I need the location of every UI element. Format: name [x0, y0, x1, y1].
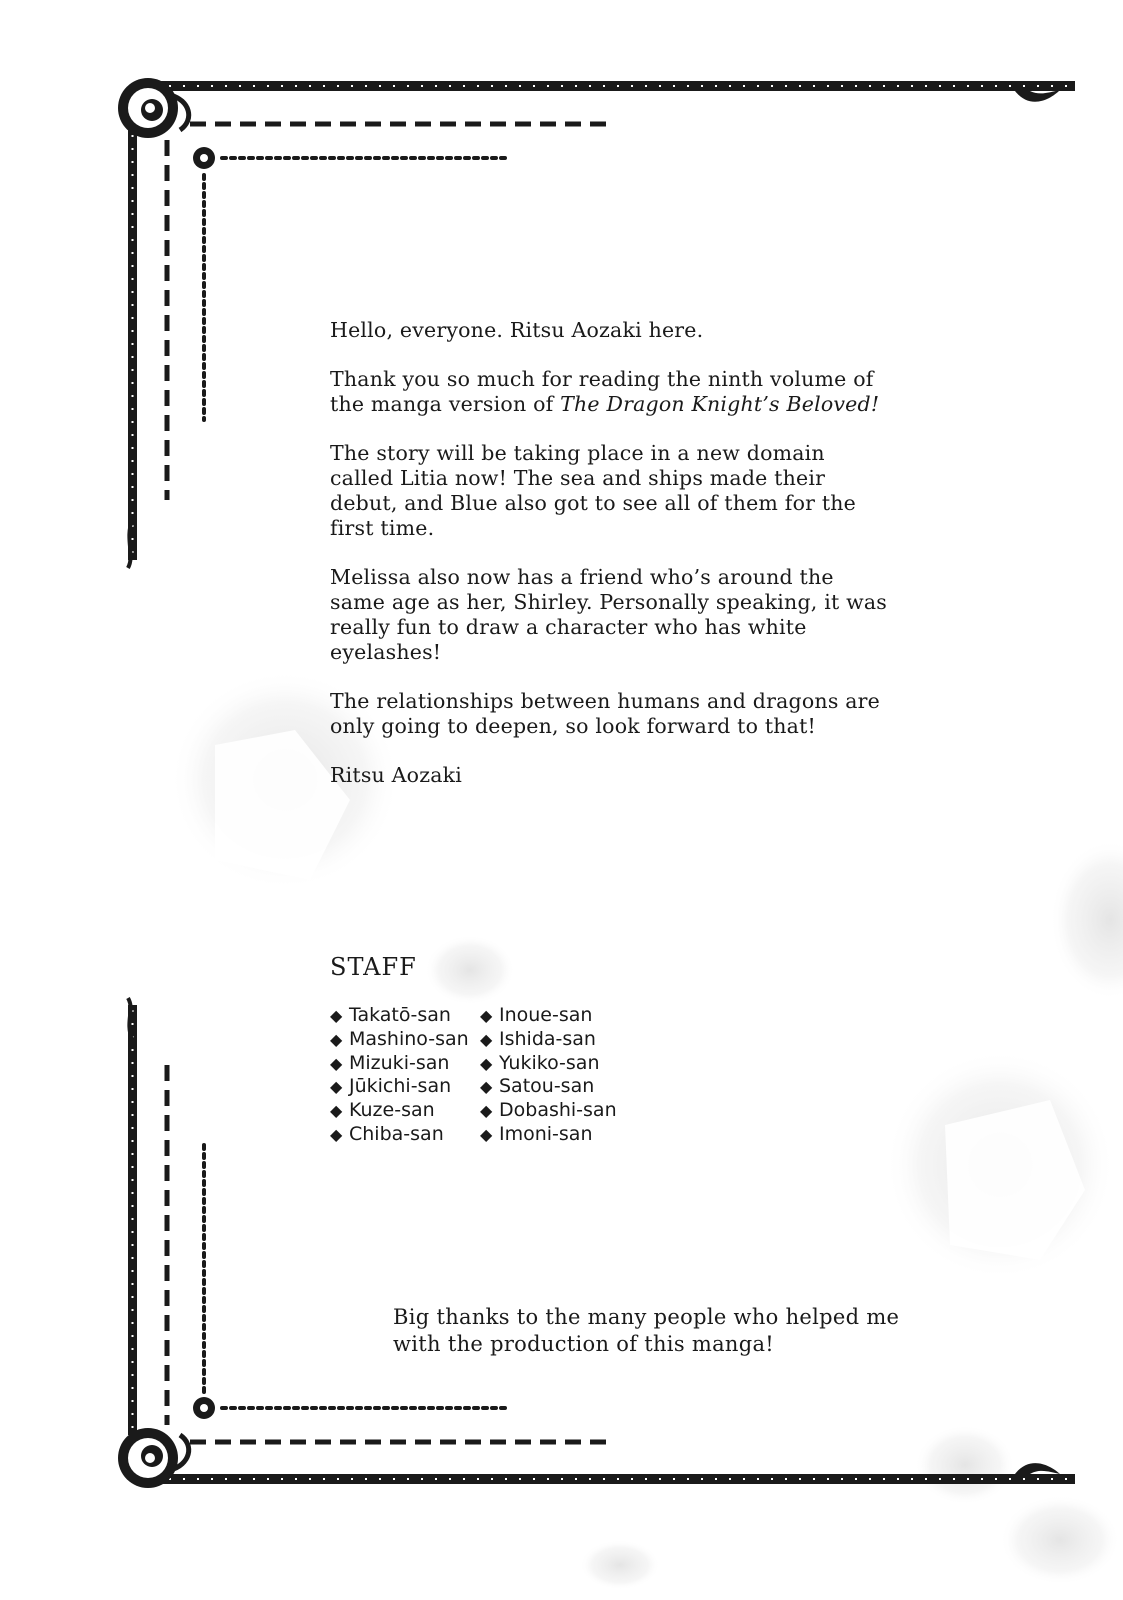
diamond-bullet-icon: ◆ [330, 1077, 343, 1097]
signature: Ritsu Aozaki [330, 763, 463, 787]
staff-name: Dobashi-san [499, 1099, 617, 1122]
staff-name: Yukiko-san [499, 1051, 600, 1074]
greeting: Hello, everyone. Ritsu Aozaki here. [330, 318, 704, 342]
staff-member [480, 1123, 630, 1147]
diamond-bullet-icon: ◆ [480, 1053, 493, 1073]
staff-heading: STAFF [330, 953, 417, 981]
diamond-bullet-icon: ◆ [330, 1053, 343, 1073]
thanks-lead: Thank you so much for reading the ninth volume of the manga version of [330, 367, 874, 416]
staff-member [480, 1004, 630, 1028]
thanks-paragraph [330, 367, 890, 417]
closing-thanks: Big thanks to the many people who helped me with the production of this manga! [393, 1305, 900, 1356]
melissa-paragraph: Melissa also now has a friend who’s around the same age as her, Shirley. Personally speaking, it was really fun to draw a character who has white eyelashes! [330, 565, 888, 664]
staff-member [330, 1099, 480, 1123]
staff-member [480, 1028, 630, 1052]
diamond-bullet-icon: ◆ [330, 1029, 343, 1049]
diamond-bullet-icon: ◆ [480, 1006, 493, 1025]
staff-name: Imoni-san [499, 1122, 593, 1145]
staff-member [480, 1075, 630, 1099]
story-paragraph: The story will be taking place in a new domain called Litia now! The sea and ships made their debut, and Blue also got to see all of them for the first time. [330, 441, 857, 540]
staff-member [330, 1123, 480, 1147]
afterword-letter [330, 318, 890, 788]
diamond-bullet-icon: ◆ [480, 1029, 493, 1049]
diamond-bullet-icon: ◆ [330, 1101, 343, 1121]
staff-name: Takatō-san [349, 1004, 451, 1026]
diamond-bullet-icon: ◆ [330, 1124, 343, 1144]
staff-member [330, 1052, 480, 1076]
staff-name: Chiba-san [349, 1122, 444, 1145]
diamond-bullet-icon: ◆ [480, 1101, 493, 1121]
relationships-paragraph: The relationships between humans and dragons are only going to deepen, so look forward to that! [330, 689, 881, 738]
staff-name: Kuze-san [349, 1099, 435, 1122]
background-smudges [170, 670, 1123, 1590]
staff-member [330, 1004, 480, 1028]
book-title: The Dragon Knight’s Beloved! [560, 392, 880, 416]
staff-member [480, 1052, 630, 1076]
staff-name: Jūkichi-san [349, 1075, 452, 1098]
staff-name: Inoue-san [499, 1004, 593, 1026]
diamond-bullet-icon: ◆ [330, 1006, 343, 1025]
staff-name: Mizuki-san [349, 1051, 450, 1074]
diamond-bullet-icon: ◆ [480, 1124, 493, 1144]
staff-member [480, 1099, 630, 1123]
staff-member [330, 1028, 480, 1052]
staff-name: Ishida-san [499, 1027, 596, 1050]
staff-list [330, 1004, 630, 1147]
staff-name: Mashino-san [349, 1027, 469, 1050]
diamond-bullet-icon: ◆ [480, 1077, 493, 1097]
staff-member [330, 1075, 480, 1099]
staff-name: Satou-san [499, 1075, 595, 1098]
